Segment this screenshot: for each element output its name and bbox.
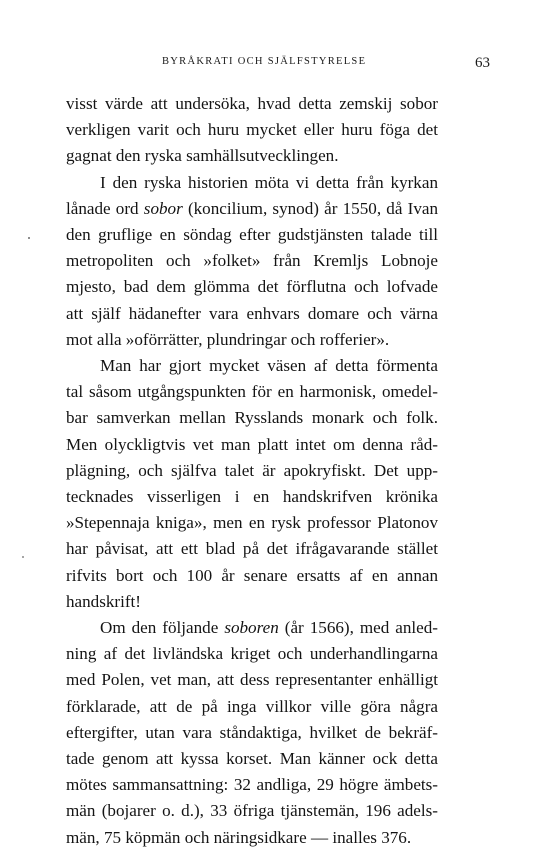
text-line: Man har gjort mycket väsen af detta förmenta	[100, 356, 438, 376]
text-line: tal såsom utgångspunkten för en harmonisk, omedel-	[66, 382, 438, 402]
text-line: visst värde att undersöka, hvad detta zemskij sobor	[66, 94, 438, 113]
paragraph-p1	[66, 91, 438, 170]
print-speck	[22, 556, 24, 558]
paragraph-p2	[66, 170, 438, 353]
text-line: Om den följande soboren (år 1566), med anled-	[100, 618, 438, 638]
text-line: mötes sammansattning: 32 andliga, 29 högre ämbets-	[66, 775, 438, 795]
text-line: förklarade, att de på inga villkor ville göra några	[66, 696, 438, 716]
text-line: plägning, och själfva talet är apokryfiskt. Det upp-	[66, 460, 438, 480]
text-line: mot alla »oförrätter, plundringar och rofferier».	[66, 329, 390, 349]
text-line: handskrift!	[66, 591, 142, 611]
text-line: män (bojarer o. d.), 33 öfriga tjänstemän, 196 adels-	[66, 801, 438, 821]
text-line: har påvisat, att ett blad på det ifrågavarande stället	[66, 539, 438, 559]
text-line: eftergifter, utan vara ståndaktiga, hvilket de bekräf-	[66, 722, 438, 742]
text-line: män, 75 köpmän och näringsidkare — inalles 376.	[66, 827, 412, 847]
text-line: att själf hädanefter vara enhvars domare och värna	[66, 303, 438, 323]
text-line: tade genom att kyssa korset. Man känner ock detta	[66, 749, 438, 769]
text-line: Men olyckligtvis vet man platt intet om denna råd-	[66, 434, 438, 454]
page-number: 63	[475, 55, 490, 71]
text-line: bar samverkan mellan Rysslands monark och folk.	[66, 408, 438, 428]
text-line: rifvits bort och 100 år senare ersatts af en annan	[66, 565, 438, 585]
text-line: lånade ord sobor (koncilium, synod) år 1550, då Ivan	[66, 198, 438, 218]
text-line: mjesto, bad dem glömma det förflutna och lofvade	[66, 277, 438, 297]
running-title: BYRÅKRATI OCH SJÄLFSTYRELSE	[162, 56, 367, 67]
paragraph-p3	[66, 353, 438, 615]
body-text	[66, 91, 438, 851]
print-speck	[28, 237, 30, 239]
paragraph-p4	[66, 615, 438, 851]
text-line: »Stepennaja kniga», men en rysk professor Platonov	[66, 513, 438, 533]
text-line: metropoliten och »folket» från Kremljs Lobnoje	[66, 251, 438, 271]
text-line: gagnat den ryska samhällsutvecklingen.	[66, 146, 339, 166]
text-line: med Polen, vet man, att dess representanter enhälligt	[66, 670, 438, 690]
italic-term: sobor	[143, 198, 183, 218]
text-line: verkligen varit och huru mycket eller huru föga det	[66, 120, 438, 140]
page-header	[64, 55, 490, 74]
text-line: ning af det livländska kriget och underhandlingarna	[66, 644, 438, 664]
text-line: den gruflige en söndag efter gudstjänsten talade till	[66, 225, 438, 245]
text-line: I den ryska historien möta vi detta från kyrkan	[100, 172, 438, 192]
text-line: tecknades visserligen i en handskrifven krönika	[66, 487, 438, 507]
italic-term: soboren	[224, 618, 279, 638]
